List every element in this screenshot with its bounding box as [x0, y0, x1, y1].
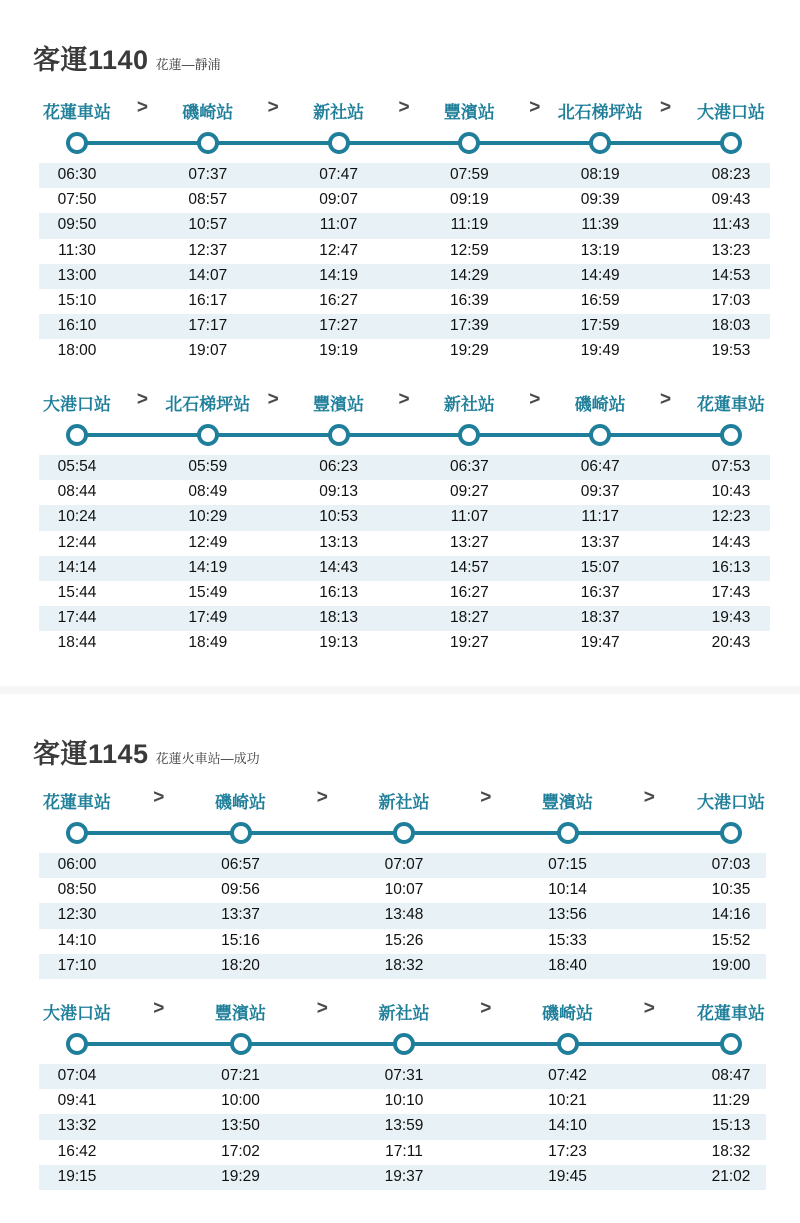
- time-cell: 13:32: [57, 1117, 97, 1135]
- table-row: [0, 213, 800, 238]
- station-name: 磯崎站: [542, 1004, 593, 1023]
- station-node-icon: [458, 132, 480, 154]
- time-cell: 11:29: [712, 1092, 750, 1110]
- route-title: [33, 38, 221, 77]
- table-row: [0, 188, 800, 213]
- chevron-right-icon: >: [153, 787, 165, 808]
- chevron-right-icon: >: [398, 389, 410, 410]
- station-name: 新社站: [443, 395, 495, 414]
- chevron-right-icon: >: [660, 389, 672, 410]
- timetable-outbound: [0, 98, 800, 365]
- time-cell: 15:07: [580, 558, 620, 576]
- time-cell: 19:00: [711, 956, 751, 974]
- time-cell: 17:59: [580, 317, 620, 335]
- chevron-right-icon: >: [267, 389, 279, 410]
- row-stripe: [39, 606, 770, 631]
- table-row: [0, 264, 800, 289]
- route-track: [77, 433, 731, 437]
- time-cell: 13:59: [384, 1117, 424, 1135]
- time-cell: 07:37: [188, 166, 228, 183]
- table-row: [0, 954, 800, 979]
- station-name: 新社站: [313, 103, 365, 122]
- station-name: 北石梯坪站: [557, 103, 643, 122]
- time-cell: 09:39: [580, 191, 620, 209]
- table-row: [0, 455, 800, 480]
- time-cell: 17:11: [385, 1142, 423, 1160]
- table-row: [0, 163, 800, 188]
- table-row: [0, 314, 800, 339]
- time-cell: 18:37: [580, 609, 620, 627]
- time-cell: 10:10: [384, 1092, 424, 1110]
- time-cell: 11:39: [581, 216, 620, 234]
- time-cell: 17:10: [57, 956, 97, 974]
- station-row: [0, 999, 800, 1029]
- time-cell: 14:57: [449, 558, 489, 576]
- station-node-icon: [557, 822, 579, 844]
- table-row: [0, 903, 800, 928]
- time-cell: 18:00: [57, 342, 97, 360]
- time-cell: 09:27: [449, 483, 489, 501]
- time-cell: 09:56: [221, 881, 260, 899]
- station-node-icon: [197, 424, 219, 446]
- time-cell: 09:50: [57, 216, 97, 234]
- time-cell: 07:53: [711, 458, 751, 475]
- chevron-right-icon: >: [529, 97, 541, 118]
- time-cell: 08:49: [188, 483, 228, 501]
- time-cell: 12:37: [188, 241, 228, 259]
- table-row: [0, 1064, 800, 1089]
- station-name: 豐濱站: [215, 1004, 266, 1023]
- chevron-right-icon: >: [480, 787, 492, 808]
- time-cell: 09:37: [580, 483, 620, 501]
- route-name: 客運1145: [33, 739, 149, 769]
- time-table: [0, 853, 800, 979]
- time-cell: 13:27: [449, 533, 489, 551]
- route-subtitle: 花蓮火車站—成功: [155, 751, 260, 766]
- station-node-icon: [393, 822, 415, 844]
- chevron-right-icon: >: [136, 389, 148, 410]
- time-cell: 16:13: [319, 583, 358, 601]
- route-1145-section: [0, 694, 800, 1223]
- time-cell: 08:23: [711, 166, 751, 183]
- time-cell: 17:27: [319, 317, 358, 335]
- time-cell: 15:26: [384, 931, 424, 949]
- time-cell: 10:21: [548, 1092, 587, 1110]
- time-cell: 11:17: [581, 508, 620, 526]
- time-cell: 13:19: [580, 241, 620, 259]
- station-node-icon: [66, 132, 88, 154]
- time-cell: 15:13: [711, 1117, 751, 1135]
- time-cell: 06:30: [57, 166, 97, 183]
- station-node-icon: [393, 1033, 415, 1055]
- time-cell: 11:07: [450, 508, 489, 526]
- time-cell: 14:43: [711, 533, 751, 551]
- route-title: [33, 732, 260, 771]
- table-row: [0, 339, 800, 364]
- time-cell: 12:44: [57, 533, 97, 551]
- time-cell: 18:32: [711, 1142, 751, 1160]
- time-cell: 19:43: [711, 609, 751, 627]
- station-name: 豐濱站: [542, 793, 593, 812]
- time-cell: 07:07: [384, 856, 424, 873]
- station-row: [0, 788, 800, 818]
- time-cell: 12:47: [319, 241, 358, 259]
- station-row: [0, 390, 800, 420]
- station-name: 豐濱站: [443, 103, 495, 122]
- time-cell: 07:03: [711, 856, 751, 873]
- row-stripe: [39, 556, 770, 581]
- station-node-icon: [197, 132, 219, 154]
- time-cell: 19:13: [319, 634, 358, 652]
- row-stripe: [39, 455, 770, 480]
- route-line: [0, 128, 800, 158]
- time-cell: 07:42: [548, 1067, 587, 1084]
- station-node-icon: [557, 1033, 579, 1055]
- time-cell: 10:24: [57, 508, 97, 526]
- time-cell: 13:48: [384, 906, 424, 924]
- time-cell: 09:41: [57, 1092, 97, 1110]
- time-cell: 07:59: [449, 166, 489, 183]
- time-cell: 07:21: [221, 1067, 260, 1084]
- chevron-right-icon: >: [398, 97, 410, 118]
- time-cell: 10:35: [711, 881, 751, 899]
- time-cell: 14:07: [188, 266, 228, 284]
- route-line: [0, 420, 800, 450]
- time-cell: 08:50: [57, 881, 97, 899]
- time-cell: 19:27: [449, 634, 489, 652]
- time-cell: 13:23: [711, 241, 751, 259]
- table-row: [0, 878, 800, 903]
- table-row: [0, 1140, 800, 1165]
- section-divider: [0, 686, 800, 694]
- station-name: 花蓮車站: [697, 1004, 765, 1023]
- table-row: [0, 1114, 800, 1139]
- station-name: 磯崎站: [215, 793, 266, 812]
- chevron-right-icon: >: [153, 998, 165, 1019]
- station-name: 新社站: [378, 793, 430, 812]
- time-cell: 19:49: [580, 342, 620, 360]
- station-name: 花蓮車站: [697, 395, 765, 414]
- time-cell: 11:43: [712, 216, 750, 234]
- timetable-outbound: [0, 788, 800, 979]
- time-cell: 17:02: [221, 1142, 260, 1160]
- station-node-icon: [66, 1033, 88, 1055]
- route-subtitle: 花蓮—靜浦: [155, 57, 221, 72]
- time-cell: 08:57: [188, 191, 228, 209]
- station-node-icon: [720, 822, 742, 844]
- time-cell: 10:29: [188, 508, 228, 526]
- time-cell: 16:10: [57, 317, 97, 335]
- station-name: 北石梯坪站: [165, 395, 251, 414]
- time-cell: 18:40: [548, 956, 587, 974]
- time-cell: 17:43: [711, 583, 751, 601]
- time-cell: 10:57: [188, 216, 228, 234]
- time-cell: 06:47: [580, 458, 620, 475]
- time-cell: 06:37: [449, 458, 489, 475]
- time-cell: 12:30: [57, 906, 97, 924]
- chevron-right-icon: >: [316, 787, 328, 808]
- time-table: [0, 1064, 800, 1190]
- time-cell: 09:43: [711, 191, 751, 209]
- station-node-icon: [66, 822, 88, 844]
- time-cell: 15:44: [57, 583, 97, 601]
- table-row: [0, 505, 800, 530]
- time-cell: 16:39: [449, 291, 489, 309]
- time-cell: 07:15: [548, 856, 587, 873]
- time-cell: 14:49: [580, 266, 620, 284]
- time-cell: 18:32: [384, 956, 424, 974]
- time-cell: 16:27: [449, 583, 489, 601]
- time-cell: 16:42: [57, 1142, 97, 1160]
- time-cell: 19:15: [57, 1167, 97, 1185]
- time-cell: 08:19: [580, 166, 620, 183]
- route-track: [77, 141, 731, 145]
- station-node-icon: [720, 424, 742, 446]
- time-cell: 12:23: [711, 508, 751, 526]
- station-name: 大港口站: [43, 395, 111, 414]
- time-cell: 13:37: [580, 533, 620, 551]
- route-line: [0, 1029, 800, 1059]
- time-cell: 11:30: [58, 241, 96, 259]
- station-node-icon: [720, 132, 742, 154]
- table-row: [0, 556, 800, 581]
- chevron-right-icon: >: [267, 97, 279, 118]
- table-row: [0, 631, 800, 656]
- time-cell: 10:00: [221, 1092, 260, 1110]
- time-cell: 16:13: [711, 558, 751, 576]
- time-cell: 11:07: [319, 216, 358, 234]
- time-cell: 05:59: [188, 458, 228, 475]
- row-stripe: [39, 314, 770, 339]
- time-cell: 08:44: [57, 483, 97, 501]
- station-node-icon: [230, 822, 252, 844]
- time-cell: 19:19: [319, 342, 358, 360]
- time-table: [0, 455, 800, 657]
- time-cell: 17:23: [548, 1142, 587, 1160]
- time-cell: 17:03: [711, 291, 751, 309]
- time-cell: 19:07: [188, 342, 228, 360]
- time-cell: 15:10: [57, 291, 97, 309]
- station-name: 大港口站: [43, 1004, 111, 1023]
- time-cell: 19:29: [221, 1167, 260, 1185]
- time-cell: 06:57: [221, 856, 260, 873]
- time-cell: 06:23: [319, 458, 358, 475]
- station-name: 大港口站: [697, 103, 765, 122]
- table-row: [0, 929, 800, 954]
- row-stripe: [39, 505, 770, 530]
- time-cell: 10:43: [711, 483, 751, 501]
- time-cell: 14:14: [57, 558, 97, 576]
- chevron-right-icon: >: [643, 998, 655, 1019]
- time-cell: 19:47: [580, 634, 620, 652]
- time-cell: 17:44: [57, 609, 97, 627]
- table-row: [0, 606, 800, 631]
- time-cell: 09:19: [449, 191, 489, 209]
- time-cell: 14:43: [319, 558, 358, 576]
- time-cell: 14:16: [711, 906, 751, 924]
- time-cell: 05:54: [57, 458, 97, 475]
- time-cell: 09:13: [319, 483, 358, 501]
- route-line: [0, 818, 800, 848]
- chevron-right-icon: >: [529, 389, 541, 410]
- station-node-icon: [230, 1033, 252, 1055]
- row-stripe: [39, 163, 770, 188]
- time-cell: 10:14: [548, 881, 587, 899]
- timetable-inbound: [0, 390, 800, 657]
- time-cell: 18:03: [711, 317, 751, 335]
- time-cell: 07:50: [57, 191, 97, 209]
- station-row: [0, 98, 800, 128]
- chevron-right-icon: >: [480, 998, 492, 1019]
- chevron-right-icon: >: [316, 998, 328, 1019]
- station-name: 磯崎站: [182, 103, 234, 122]
- station-node-icon: [66, 424, 88, 446]
- station-node-icon: [328, 132, 350, 154]
- time-cell: 19:53: [711, 342, 751, 360]
- time-cell: 18:27: [449, 609, 489, 627]
- chevron-right-icon: >: [660, 97, 672, 118]
- route-name: 客運1140: [33, 45, 149, 75]
- time-cell: 09:07: [319, 191, 358, 209]
- table-row: [0, 1165, 800, 1190]
- time-cell: 14:53: [711, 266, 751, 284]
- time-cell: 07:47: [319, 166, 358, 183]
- time-cell: 14:10: [57, 931, 97, 949]
- station-node-icon: [720, 1033, 742, 1055]
- time-cell: 06:00: [57, 856, 97, 873]
- time-cell: 18:44: [57, 634, 97, 652]
- time-cell: 10:53: [319, 508, 358, 526]
- time-cell: 10:07: [384, 881, 424, 899]
- time-cell: 13:56: [548, 906, 587, 924]
- table-row: [0, 581, 800, 606]
- time-cell: 16:37: [580, 583, 620, 601]
- time-cell: 17:39: [449, 317, 489, 335]
- station-node-icon: [589, 424, 611, 446]
- time-cell: 16:59: [580, 291, 620, 309]
- time-cell: 13:37: [221, 906, 260, 924]
- row-stripe: [39, 264, 770, 289]
- time-cell: 20:43: [711, 634, 751, 652]
- station-name: 花蓮車站: [43, 793, 111, 812]
- station-name: 新社站: [378, 1004, 430, 1023]
- time-cell: 13:50: [221, 1117, 260, 1135]
- time-cell: 07:31: [384, 1067, 424, 1084]
- time-cell: 14:19: [188, 558, 228, 576]
- table-row: [0, 289, 800, 314]
- time-cell: 11:19: [450, 216, 489, 234]
- time-cell: 17:17: [188, 317, 228, 335]
- time-cell: 21:02: [711, 1167, 751, 1185]
- time-cell: 12:49: [188, 533, 228, 551]
- time-cell: 15:52: [711, 931, 751, 949]
- table-row: [0, 531, 800, 556]
- time-cell: 13:00: [57, 266, 97, 284]
- station-node-icon: [458, 424, 480, 446]
- station-node-icon: [328, 424, 350, 446]
- time-cell: 19:45: [548, 1167, 587, 1185]
- time-cell: 14:29: [449, 266, 489, 284]
- station-name: 豐濱站: [313, 395, 365, 414]
- time-cell: 18:13: [319, 609, 358, 627]
- time-cell: 15:33: [548, 931, 587, 949]
- time-cell: 12:59: [449, 241, 489, 259]
- table-row: [0, 1089, 800, 1114]
- time-cell: 16:17: [188, 291, 228, 309]
- time-table: [0, 163, 800, 365]
- time-cell: 15:16: [221, 931, 260, 949]
- station-node-icon: [589, 132, 611, 154]
- time-cell: 15:49: [188, 583, 228, 601]
- time-cell: 08:47: [711, 1067, 751, 1084]
- time-cell: 19:29: [449, 342, 489, 360]
- chevron-right-icon: >: [136, 97, 148, 118]
- station-name: 花蓮車站: [43, 103, 111, 122]
- row-stripe: [39, 213, 770, 238]
- time-cell: 07:04: [57, 1067, 97, 1084]
- time-cell: 14:19: [319, 266, 358, 284]
- chevron-right-icon: >: [643, 787, 655, 808]
- table-row: [0, 853, 800, 878]
- time-cell: 17:49: [188, 609, 228, 627]
- station-name: 磯崎站: [574, 395, 626, 414]
- table-row: [0, 480, 800, 505]
- time-cell: 13:13: [319, 533, 358, 551]
- time-cell: 18:49: [188, 634, 228, 652]
- time-cell: 16:27: [319, 291, 358, 309]
- table-row: [0, 239, 800, 264]
- time-cell: 14:10: [548, 1117, 587, 1135]
- station-name: 大港口站: [697, 793, 765, 812]
- timetable-inbound: [0, 999, 800, 1190]
- time-cell: 18:20: [221, 956, 260, 974]
- time-cell: 19:37: [384, 1167, 424, 1185]
